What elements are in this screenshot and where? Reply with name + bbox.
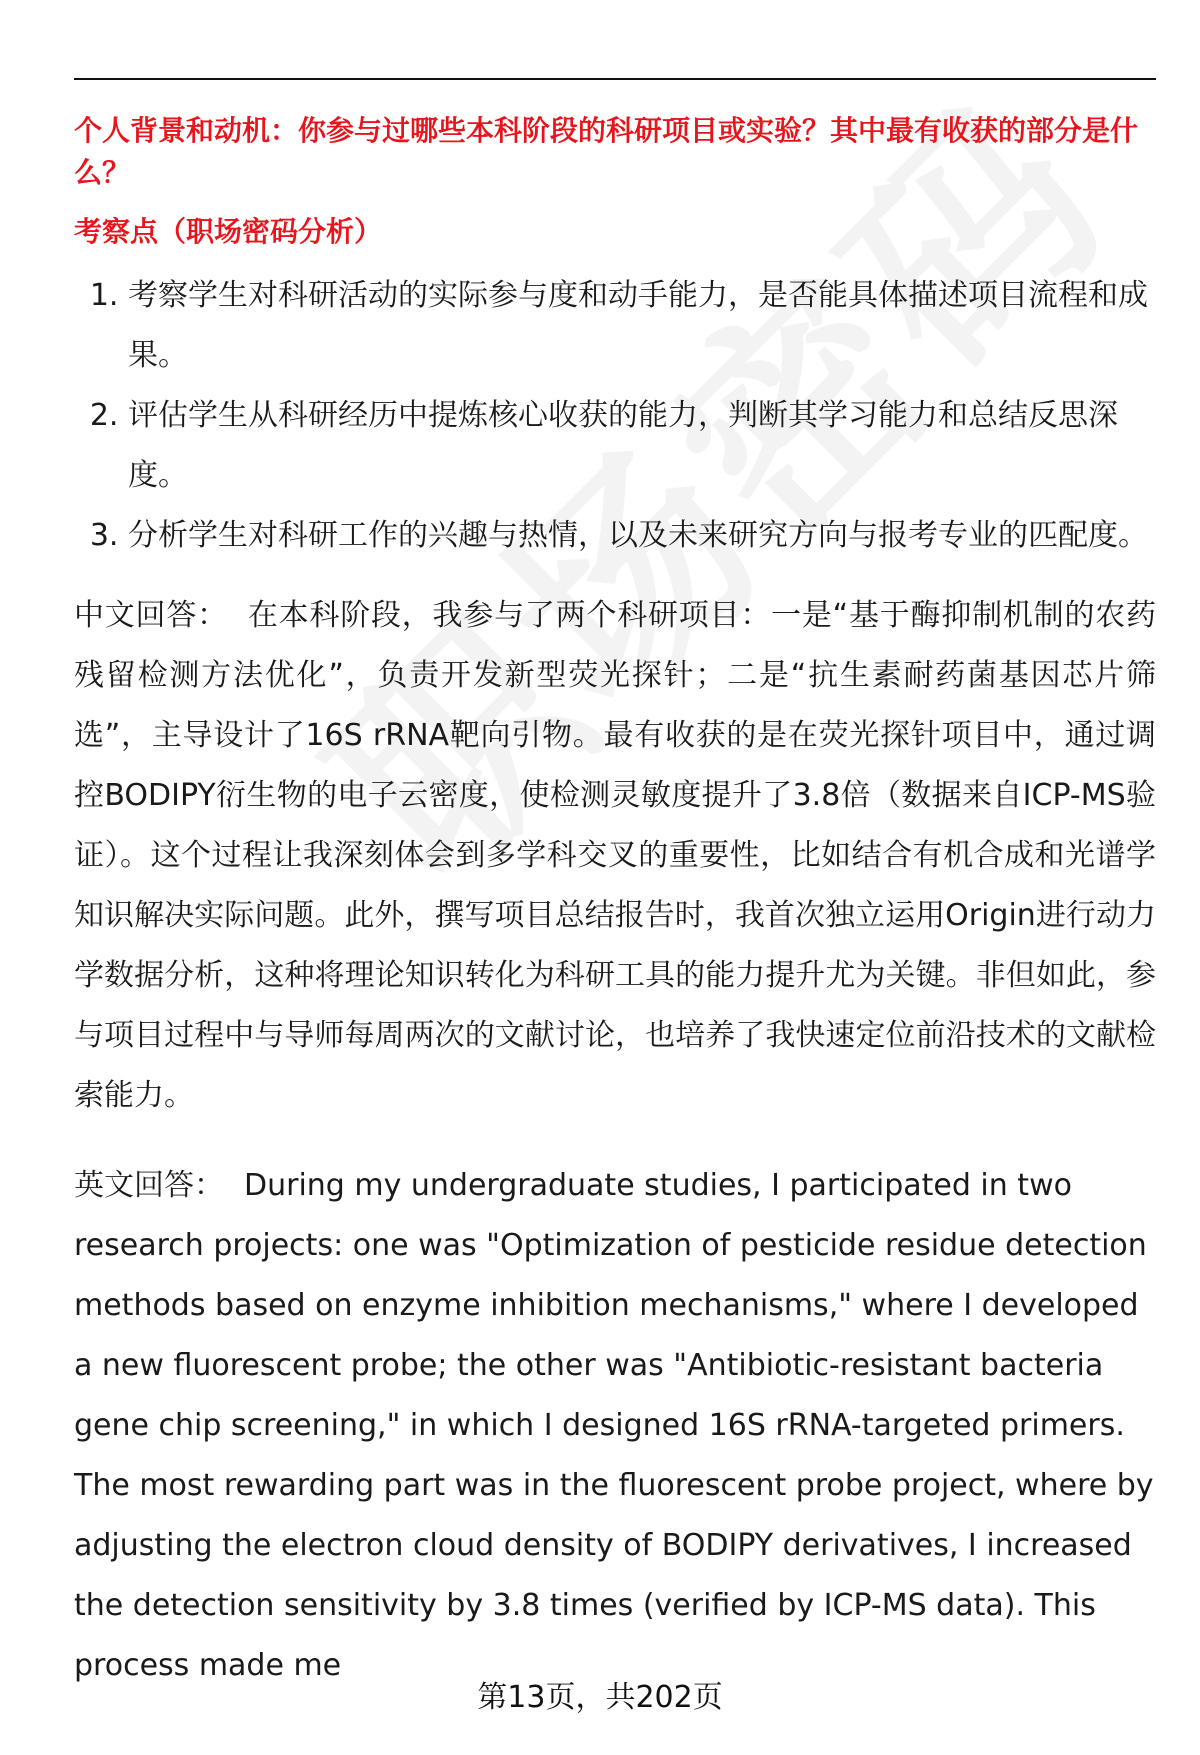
analysis-title: 考察点（职场密码分析） (74, 215, 383, 248)
chinese-answer-text: 在本科阶段，我参与了两个科研项目：一是“基于酶抑制机制的农药残留检测方法优化”，负责开发新型荧光探针；二是“抗生素耐药菌基因芯片筛选”，主导设计了16S rRNA靶向引物。最有收获的是在荧光探针项目中，通过调控BODIPY衍生物的电子云密度，使检测灵敏度提升了3.8倍（数据来自ICP-MS验证）。这个过程让我深刻体会到多学科交叉的重要性，比如结合有机合成和光谱学知识解决实际问题。此外，撰写项目总结报告时，我首次独立运用Origin进行动力学数据分析，这种将理论知识转化为科研工具的能力提升尤为关键。非但如此，参与项目过程中与导师每周两次的文献讨论，也培养了我快速定位前沿技术的文献检索能力。 (74, 598, 1156, 1113)
page-content (74, 110, 1156, 1696)
english-answer-label: 英文回答： (74, 1168, 224, 1203)
chinese-answer-label: 中文回答： (74, 598, 228, 633)
analysis-point: 3. 分析学生对科研工作的兴趣与热情，以及未来研究方向与报考专业的匹配度。 (128, 506, 1156, 566)
top-divider (74, 78, 1156, 80)
page-number: 第13页，共202页 (477, 1680, 723, 1715)
analysis-point: 1. 考察学生对科研活动的实际参与度和动手能力，是否能具体描述项目流程和成果。 (128, 266, 1156, 386)
analysis-point: 2. 评估学生从科研经历中提炼核心收获的能力，判断其学习能力和总结反思深度。 (128, 386, 1156, 506)
english-answer (74, 1156, 1156, 1696)
analysis-points (74, 266, 1156, 566)
english-answer-text: During my undergraduate studies, I participated in two research projects: one was "Optimization of pesticide residue detection methods based on enzyme inhibition mechanisms," where I developed a new fluorescent probe; the other was "Antibiotic-resistant bacteria gene chip screening," in which I designed 16S rRNA-targeted primers. The most rewarding part was in the fluorescent probe project, where by adjusting the electron cloud density of BODIPY derivatives, I increased the detection sensitivity by 3.8 times (verified by ICP-MS data). This process made me (74, 1168, 1154, 1683)
question-heading: 个人背景和动机：你参与过哪些本科阶段的科研项目或实验？其中最有收获的部分是什么？ (74, 114, 1139, 189)
chinese-answer (74, 586, 1156, 1126)
